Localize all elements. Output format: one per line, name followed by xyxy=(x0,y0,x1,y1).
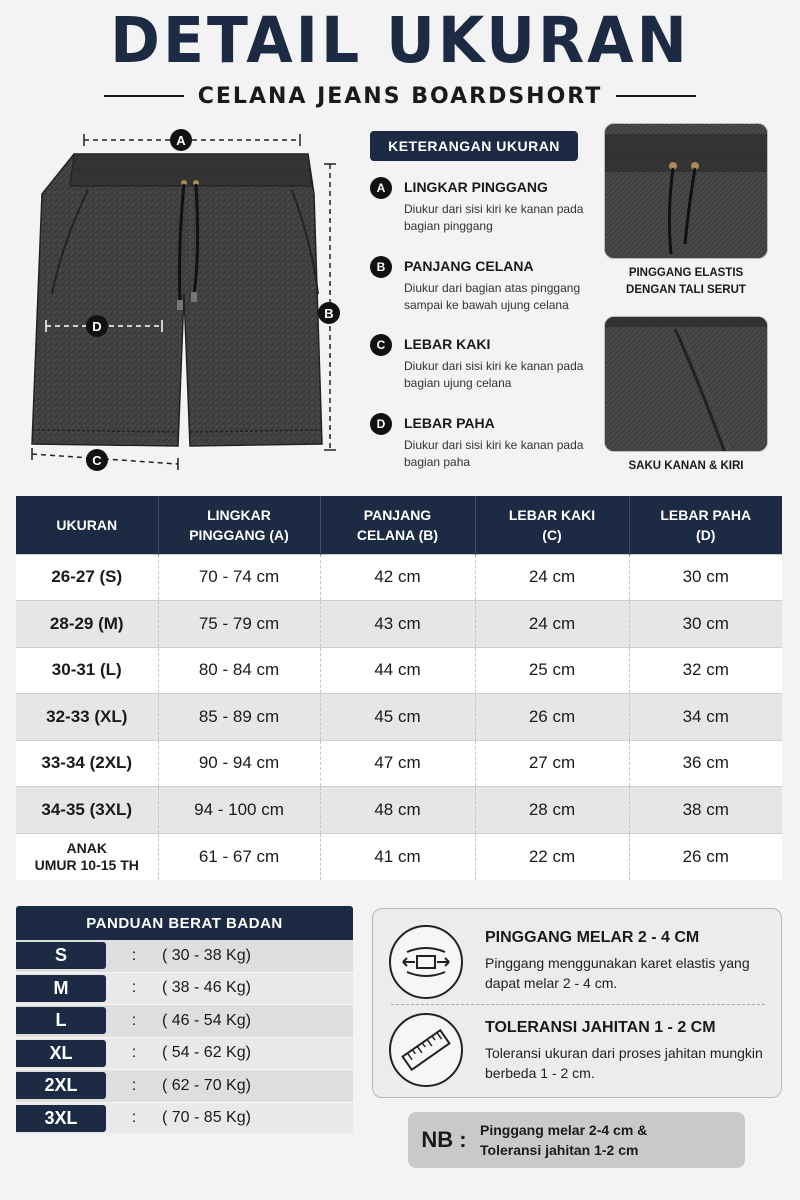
list-item xyxy=(16,940,353,973)
legend-title: LEBAR PAHA xyxy=(404,415,495,431)
nb-key: NB : xyxy=(421,1127,467,1152)
badge-d: D xyxy=(370,413,392,435)
cell-a: 90 - 94 cm xyxy=(158,740,320,787)
weight-range: ( 30 - 38 Kg) xyxy=(162,946,251,964)
cell-size: 30-31 (L) xyxy=(16,647,158,694)
list-item xyxy=(16,973,353,1006)
weight-guide-heading: PANDUAN BERAT BADAN xyxy=(16,906,353,940)
cell-d: 38 cm xyxy=(629,787,782,834)
table-row xyxy=(16,787,782,834)
caption-line: SAKU KANAN & KIRI xyxy=(628,460,744,472)
caption-line: PINGGANG ELASTIS xyxy=(628,267,744,279)
cell-c: 22 cm xyxy=(475,833,629,880)
cell-b: 43 cm xyxy=(320,601,475,648)
header-text: LEBAR PAHA xyxy=(660,506,752,523)
colon: : xyxy=(131,1011,137,1029)
table-row xyxy=(16,833,782,880)
header-text: CELANA (B) xyxy=(356,526,439,543)
weight-range: ( 70 - 85 Kg) xyxy=(162,1109,251,1127)
table-row xyxy=(16,554,782,601)
list-item xyxy=(16,1070,353,1103)
cell-c: 24 cm xyxy=(475,554,629,601)
cell-a: 70 - 74 cm xyxy=(158,554,320,601)
header-lingkar xyxy=(158,496,320,554)
weight-size: 2XL xyxy=(16,1072,106,1099)
cell-d: 30 cm xyxy=(629,601,782,648)
note-title: TOLERANSI JAHITAN 1 - 2 CM xyxy=(485,1019,716,1036)
cell-b: 44 cm xyxy=(320,647,475,694)
colon: : xyxy=(131,1109,137,1127)
note-tolerance xyxy=(373,1007,783,1097)
dimension-d-label: D xyxy=(86,315,108,337)
weight-range: ( 62 - 70 Kg) xyxy=(162,1076,251,1094)
table-row xyxy=(16,694,782,741)
cell-d: 26 cm xyxy=(629,833,782,880)
divider xyxy=(616,95,696,97)
header-text: LEBAR KAKI xyxy=(508,506,596,523)
waistband-image xyxy=(605,124,768,259)
weight-size: M xyxy=(16,975,106,1002)
pocket-photo xyxy=(604,316,768,452)
table-row xyxy=(16,647,782,694)
dimension-a-label: A xyxy=(170,129,192,151)
waistband-photo xyxy=(604,123,768,259)
note-desc: Pinggang menggunakan karet elastis yang dapat melar 2 - 4 cm. xyxy=(485,955,750,991)
badge-c: C xyxy=(370,334,392,356)
cell-b: 48 cm xyxy=(320,787,475,834)
note-desc: Toleransi ukuran dari proses jahitan mungkin berbeda 1 - 2 cm. xyxy=(485,1045,763,1081)
table-row xyxy=(16,740,782,787)
cell-c: 27 cm xyxy=(475,740,629,787)
legend-desc: Diukur dari bagian atas pinggang sampai ke bawah ujung celana xyxy=(404,281,581,312)
note-stretch xyxy=(373,909,783,999)
header-lebar-kaki xyxy=(475,496,629,554)
shorts-illustration xyxy=(22,124,352,474)
cell-size: 26-27 (S) xyxy=(16,554,158,601)
subtitle-row xyxy=(0,82,800,110)
weight-size: XL xyxy=(16,1040,106,1067)
page-title: DETAIL UKURAN xyxy=(110,4,690,78)
dimension-c-label: C xyxy=(86,449,108,471)
legend-title: LEBAR KAKI xyxy=(404,336,491,352)
cell-d: 32 cm xyxy=(629,647,782,694)
cell-size: 28-29 (M) xyxy=(16,601,158,648)
ruler-icon xyxy=(389,1013,463,1087)
cell-a: 94 - 100 cm xyxy=(158,787,320,834)
header-ukuran xyxy=(16,496,158,554)
colon: : xyxy=(131,979,137,997)
cell-d: 36 cm xyxy=(629,740,782,787)
cell-a: 85 - 89 cm xyxy=(158,694,320,741)
cell-a: 75 - 79 cm xyxy=(158,601,320,648)
cell-size xyxy=(16,833,158,880)
header-text: PANJANG xyxy=(363,506,432,523)
cell-c: 24 cm xyxy=(475,601,629,648)
table-row xyxy=(16,601,782,648)
cell-size: 34-35 (3XL) xyxy=(16,787,158,834)
weight-range: ( 38 - 46 Kg) xyxy=(162,979,251,997)
header-text: PINGGANG (A) xyxy=(189,526,289,543)
size-line: UMUR 10-15 TH xyxy=(34,856,139,873)
header-text: (D) xyxy=(696,526,716,543)
cell-c: 25 cm xyxy=(475,647,629,694)
nb-line: Toleransi jahitan 1-2 cm xyxy=(480,1142,639,1158)
weight-size: L xyxy=(16,1007,106,1034)
cell-size: 33-34 (2XL) xyxy=(16,740,158,787)
waist-stretch-icon xyxy=(389,925,463,999)
legend-desc: Diukur dari sisi kiri ke kanan pada bagian paha xyxy=(404,438,584,469)
list-item xyxy=(16,1038,353,1071)
cell-c: 26 cm xyxy=(475,694,629,741)
header-text: (C) xyxy=(542,526,562,543)
note-title: PINGGANG MELAR 2 - 4 CM xyxy=(485,929,700,946)
divider xyxy=(391,1004,765,1005)
cell-b: 47 cm xyxy=(320,740,475,787)
cell-b: 41 cm xyxy=(320,833,475,880)
pocket-caption xyxy=(604,458,768,475)
shorts-diagram xyxy=(22,124,352,474)
divider xyxy=(104,95,184,97)
legend-desc: Diukur dari sisi kiri ke kanan pada bagian pinggang xyxy=(404,202,584,233)
cell-b: 45 cm xyxy=(320,694,475,741)
weight-range: ( 46 - 54 Kg) xyxy=(162,1011,251,1029)
cell-d: 30 cm xyxy=(629,554,782,601)
dimension-b-label: B xyxy=(318,302,340,324)
badge-a: A xyxy=(370,177,392,199)
cell-a: 61 - 67 cm xyxy=(158,833,320,880)
cell-c: 28 cm xyxy=(475,787,629,834)
cell-a: 80 - 84 cm xyxy=(158,647,320,694)
waistband-caption xyxy=(604,265,768,299)
cell-b: 42 cm xyxy=(320,554,475,601)
notes-box xyxy=(372,908,782,1098)
table-header-row xyxy=(16,496,782,554)
nb-note xyxy=(408,1112,745,1168)
nb-value xyxy=(480,1120,647,1160)
weight-guide xyxy=(16,906,353,1135)
legend-title: PANJANG CELANA xyxy=(404,258,534,274)
header-text: UKURAN xyxy=(56,516,118,533)
colon: : xyxy=(131,1076,137,1094)
caption-line: DENGAN TALI SERUT xyxy=(626,284,746,296)
nb-line: Pinggang melar 2-4 cm & xyxy=(480,1122,648,1138)
list-item xyxy=(16,1005,353,1038)
weight-guide-list xyxy=(16,940,353,1135)
weight-size: 3XL xyxy=(16,1105,106,1132)
size-table xyxy=(16,496,782,880)
colon: : xyxy=(131,946,137,964)
size-line: ANAK xyxy=(66,839,107,856)
weight-size: S xyxy=(16,942,106,969)
list-item xyxy=(16,1103,353,1136)
legend-title: LINGKAR PINGGANG xyxy=(404,179,548,195)
cell-d: 34 cm xyxy=(629,694,782,741)
legend-heading: KETERANGAN UKURAN xyxy=(370,131,578,161)
cell-size: 32-33 (XL) xyxy=(16,694,158,741)
header-lebar-paha xyxy=(629,496,782,554)
pocket-image xyxy=(605,317,768,452)
legend-desc: Diukur dari sisi kiri ke kanan pada bagian ujung celana xyxy=(404,359,584,390)
header-panjang xyxy=(320,496,475,554)
header-text: LINGKAR xyxy=(207,506,271,523)
page-subtitle: CELANA JEANS BOARDSHORT xyxy=(197,83,603,109)
badge-b: B xyxy=(370,256,392,278)
weight-range: ( 54 - 62 Kg) xyxy=(162,1044,251,1062)
colon: : xyxy=(131,1044,137,1062)
